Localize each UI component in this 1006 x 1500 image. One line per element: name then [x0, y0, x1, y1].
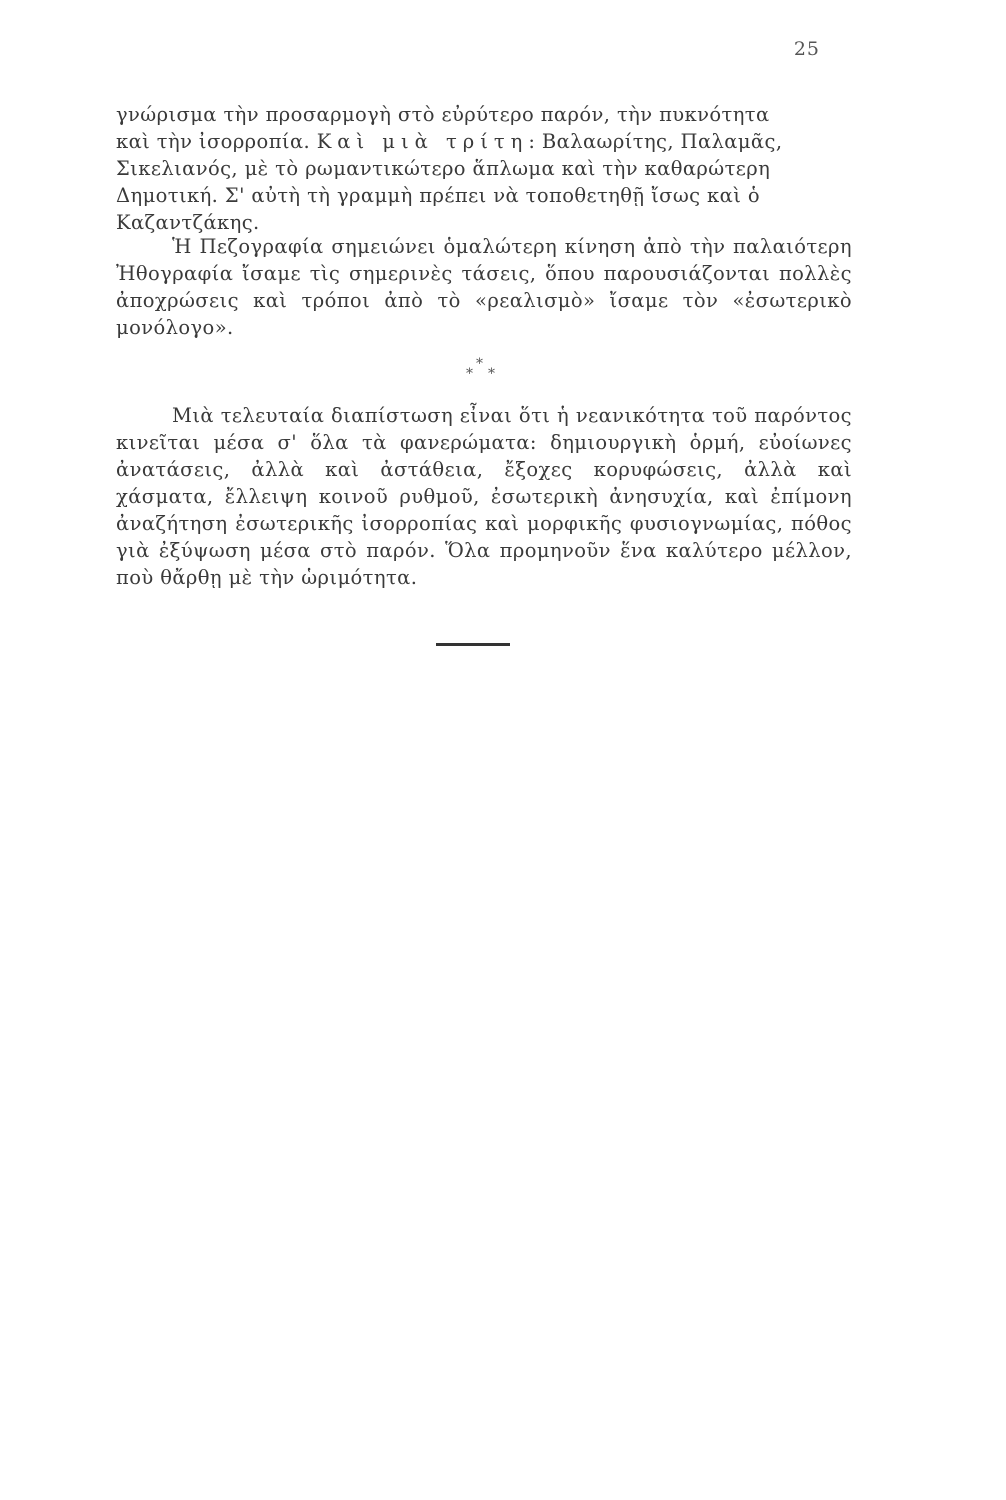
paragraph-conclusion	[116, 402, 852, 591]
asterism-separator	[452, 356, 512, 392]
text-line	[116, 155, 852, 182]
paragraph-continuation	[116, 101, 852, 236]
text-line	[116, 182, 852, 209]
text-span: : Βαλαωρίτης, Παλαμᾶς,	[528, 130, 783, 153]
paragraph-prose	[116, 233, 852, 341]
paragraph-text: Μιὰ τελευταία διαπίστωση εἶναι ὅτι ἡ νεανικότητα τοῦ παρόντος κινεῖται μέσα σ' ὅλα τὰ φανερώματα: δημιουργικὴ ὁρμή, εὐοίωνες ἀνατάσεις, ἀλλὰ καὶ ἀστάθεια, ἔξοχες κορυφώσεις, ἀλλὰ καὶ χάσματα, ἔλλειψη κοινοῦ ρυθμοῦ, ἐσωτερικὴ ἀνησυχία, καὶ ἐπίμονη ἀναζήτηση ἐσωτερικῆς ἰσορροπίας καὶ μορφικῆς φυσιογνωμίας, πόθος γιὰ ἐξύψωση μέσα στὸ παρόν. Ὅλα προμηνοῦν ἕνα καλύτερο μέλλον, ποὺ θἄρθῃ μὲ τὴν ὡριμότητα.	[116, 404, 852, 589]
paragraph-text: Ἡ Πεζογραφία σημειώνει ὁμαλώτερη κίνηση ἀπὸ τὴν παλαιότερη Ἠθογραφία ἴσαμε τὶς σημερινὲς τάσεις, ὅπου παρουσιάζονται πολλὲς ἀποχρώσεις καὶ τρόποι ἀπὸ τὸ «ρεαλισμὸ» ἴσαμε τὸν «ἐσωτερικὸ μονόλογο».	[116, 235, 852, 339]
text-line	[116, 128, 852, 155]
asterisk-top: *	[476, 356, 483, 372]
text-line	[116, 101, 852, 128]
page-number: 25	[793, 38, 820, 60]
text-span: Δημοτική. Σ' αὐτὴ τὴ γραμμὴ πρέπει νὰ τοποθετηθῇ ἴσως καὶ ὁ	[116, 184, 761, 207]
asterisk-right: *	[488, 366, 495, 382]
text-span: Καζαντζάκης.	[116, 211, 260, 234]
end-rule-divider	[436, 643, 510, 646]
asterisk-left: *	[466, 366, 473, 382]
text-span: γνώρισμα τὴν προσαρμογὴ στὸ εὐρύτερο παρόν, τὴν πυκνότητα	[116, 103, 770, 126]
emphasized-text: Καὶ μιὰ τρίτη	[316, 130, 529, 153]
text-span: Σικελιανός, μὲ τὸ ρωμαντικώτερο ἅπλωμα καὶ τὴν καθαρώτερη	[116, 157, 771, 180]
text-line	[116, 209, 852, 236]
text-span: καὶ τὴν ἰσορροπία.	[116, 130, 317, 153]
